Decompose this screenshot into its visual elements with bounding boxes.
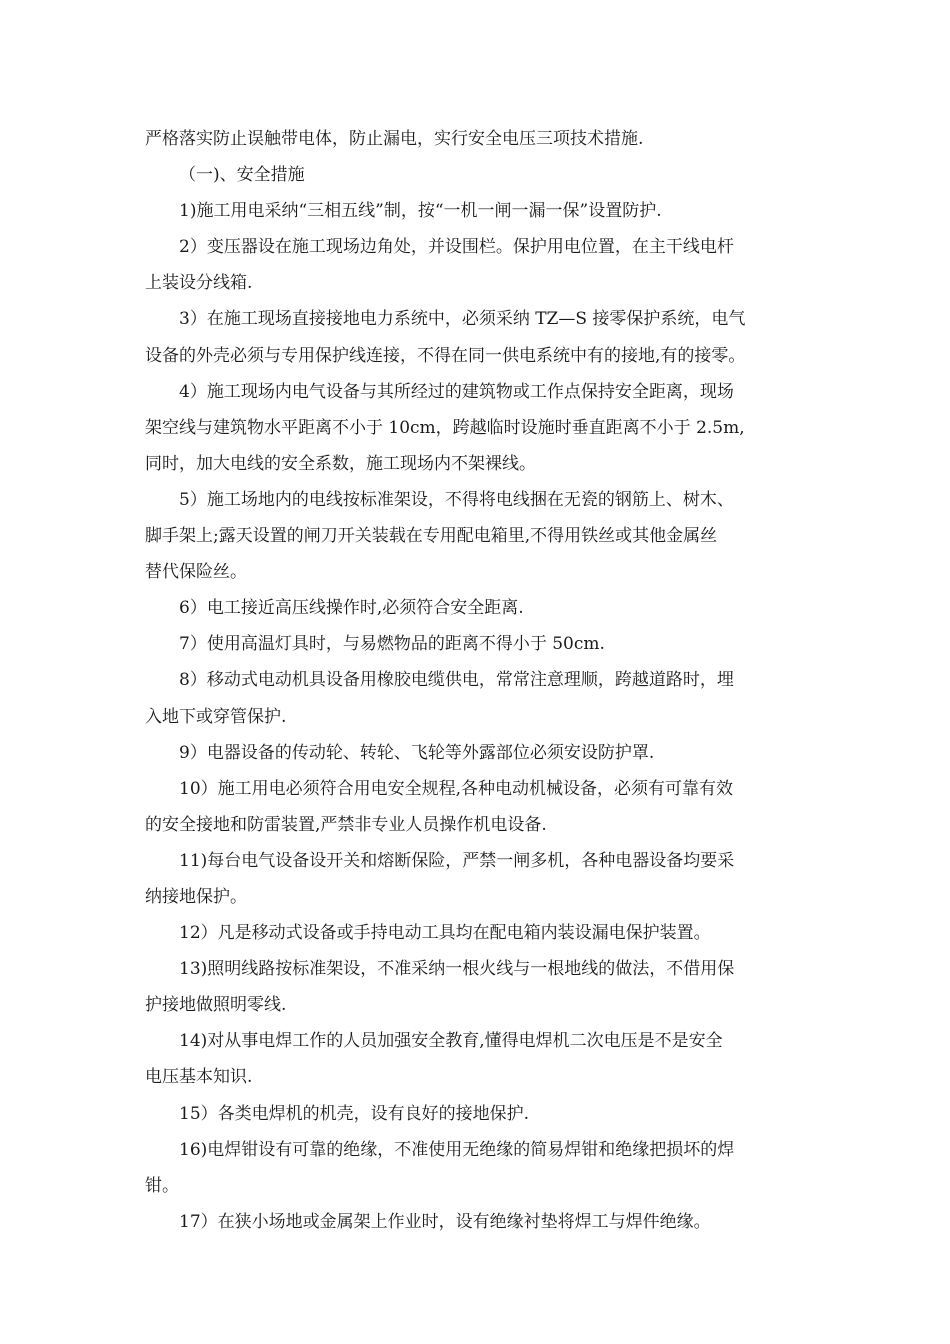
text-line: 替代保险丝。	[145, 562, 247, 583]
text-line: 3）在施工现场直接接地电力系统中，必须采纳 TZ—S 接零保护系统，电气	[179, 309, 746, 330]
text-line: 8）移动式电动机具设备用橡胶电缆供电，常常注意理顺，跨越道路时，埋	[179, 670, 734, 691]
text-line: 护接地做照明零线.	[145, 995, 287, 1016]
text-line: 2）变压器设在施工现场边角处，并设围栏。保护用电位置，在主干线电杆	[179, 237, 734, 258]
text-line: 11)每台电气设备设开关和熔断保险，严禁一闸多机，各种电器设备均要采	[179, 850, 735, 871]
text-line: 4）施工现场内电气设备与其所经过的建筑物或工作点保持安全距离，现场	[179, 381, 734, 402]
text-line: 12）凡是移动式设备或手持电动工具均在配电箱内装设漏电保护装置。	[179, 923, 711, 944]
text-line: 电压基本知识.	[145, 1067, 253, 1088]
text-line: 13)照明线路按标准架设，不准采纳一根火线与一根地线的做法，不借用保	[179, 959, 735, 980]
text-line: 脚手架上;露天设置的闸刀开关装载在专用配电箱里,不得用铁丝或其他金属丝	[145, 526, 718, 547]
text-line: 14)对从事电焊工作的人员加强安全教育,懂得电焊机二次电压是不是安全	[179, 1031, 723, 1052]
text-line: 7）使用高温灯具时，与易燃物品的距离不得小于 50cm.	[179, 634, 605, 655]
text-line: 严格落实防止误触带电体，防止漏电，实行安全电压三项技术措施.	[145, 129, 644, 149]
section-heading: （一)、安全措施	[179, 165, 305, 186]
text-line: 10）施工用电必须符合用电安全规程,各种电动机械设备，必须有可靠有效	[179, 778, 734, 799]
text-line: 16)电焊钳设有可靠的绝缘，不准使用无绝缘的简易焊钳和绝缘把损坏的焊	[179, 1139, 735, 1160]
text-line: 上装设分线箱.	[145, 273, 253, 294]
text-line: 架空线与建筑物水平距离不小于 10cm，跨越临时设施时垂直距离不小于 2.5m,	[145, 417, 745, 438]
text-line: 6）电工接近高压线操作时,必须符合安全距离.	[179, 598, 524, 619]
text-line: 同时，加大电线的安全系数，施工现场内不架裸线。	[145, 453, 536, 474]
text-line: 的安全接地和防雷装置,严禁非专业人员操作机电设备.	[145, 814, 547, 835]
text-line: 入地下或穿管保护.	[145, 706, 287, 727]
text-line: 纳接地保护。	[145, 886, 247, 907]
text-line: 9）电器设备的传动轮、转轮、飞轮等外露部位必须安设防护罩.	[179, 742, 655, 763]
text-line: 15）各类电焊机的机壳，设有良好的接地保护.	[179, 1103, 530, 1124]
text-line: 5）施工场地内的电线按标准架设，不得将电线捆在无瓷的钢筋上、树木、	[179, 489, 734, 510]
document-body	[145, 121, 810, 1240]
text-line: 设备的外壳必须与专用保护线连接，不得在同一供电系统中有的接地,有的接零。	[145, 345, 746, 366]
text-line: 钳。	[145, 1175, 179, 1196]
text-line: 17）在狭小场地或金属架上作业时，设有绝缘衬垫将焊工与焊件绝缘。	[179, 1211, 711, 1232]
text-line: 1)施工用电采纳“三相五线”制，按“一机一闸一漏一保”设置防护.	[179, 201, 662, 222]
